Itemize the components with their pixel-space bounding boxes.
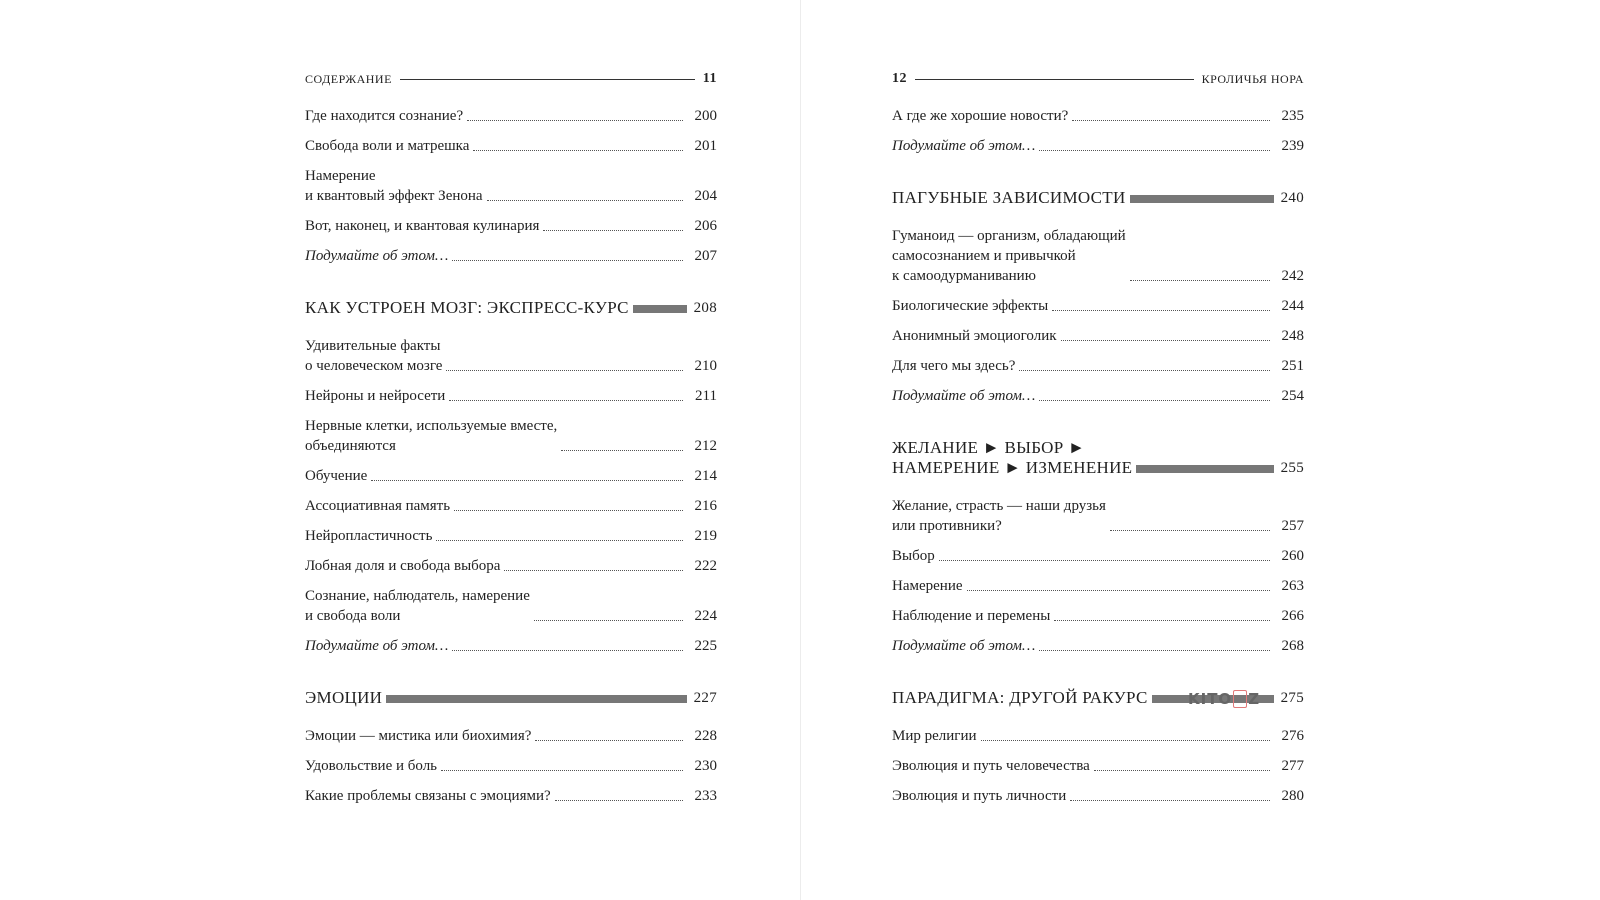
- toc-entry[interactable]: [305, 416, 717, 456]
- toc-entry[interactable]: [305, 756, 717, 776]
- dot-leader: [452, 260, 683, 261]
- entry-title: Где находится сознание?: [305, 108, 464, 124]
- dot-leader: [467, 120, 683, 121]
- dot-leader: [1072, 120, 1270, 121]
- toc-section-heading[interactable]: [892, 438, 1304, 478]
- toc-page-number: 260: [1281, 548, 1304, 564]
- toc-entry[interactable]: [305, 246, 717, 266]
- entry-title: Сознание, наблюдатель, намерение и свобода воли: [305, 588, 530, 624]
- toc-entry[interactable]: [305, 586, 717, 626]
- toc-entry[interactable]: [892, 296, 1304, 316]
- toc-entry[interactable]: [305, 556, 717, 576]
- dot-leader: [452, 650, 683, 651]
- dot-leader: [371, 480, 683, 481]
- toc-entry[interactable]: [305, 786, 717, 806]
- dot-leader: [561, 450, 683, 451]
- toc-page-number: 219: [694, 528, 717, 544]
- dot-leader: [504, 570, 683, 571]
- toc-entry[interactable]: [892, 606, 1304, 626]
- watermark-text-right: Z: [1248, 690, 1261, 708]
- toc-page-number: 275: [1280, 690, 1304, 706]
- dot-leader: [981, 740, 1271, 741]
- entry-title: Намерение и квантовый эффект Зенона: [305, 168, 483, 204]
- toc-page-number: 201: [694, 138, 717, 154]
- toc-entry[interactable]: [305, 636, 717, 656]
- dot-leader: [441, 770, 683, 771]
- toc-entry[interactable]: [892, 226, 1304, 286]
- toc-section-heading[interactable]: [305, 298, 717, 318]
- watermark-logo: [1188, 690, 1260, 708]
- header-rule: [915, 79, 1194, 80]
- section-title: ЭМОЦИИ: [305, 688, 383, 707]
- toc-section-heading[interactable]: [305, 688, 717, 708]
- dot-leader: [1039, 650, 1270, 651]
- toc-page-number: 230: [694, 758, 717, 774]
- toc-entry[interactable]: [305, 386, 717, 406]
- dot-leader: [446, 370, 683, 371]
- dot-leader: [535, 740, 683, 741]
- page-gutter: [800, 0, 801, 900]
- entry-title: Подумайте об этом…: [892, 138, 1036, 154]
- dot-leader: [1039, 150, 1270, 151]
- toc-entry[interactable]: [892, 756, 1304, 776]
- toc-entry[interactable]: [305, 136, 717, 156]
- dot-leader: [1061, 340, 1270, 341]
- toc-page-number: 208: [693, 300, 717, 316]
- entry-title: Подумайте об этом…: [305, 248, 449, 264]
- toc-page-number: 268: [1281, 638, 1304, 654]
- left-header-label: СОДЕРЖАНИЕ: [305, 71, 392, 86]
- toc-page-number: 222: [694, 558, 717, 574]
- dot-leader: [1110, 530, 1270, 531]
- toc-page-number: 228: [694, 728, 717, 744]
- toc-entry[interactable]: [892, 136, 1304, 156]
- entry-title: Для чего мы здесь?: [892, 358, 1016, 374]
- toc-page-number: 212: [694, 438, 717, 454]
- watermark-text-left: KITO: [1188, 690, 1233, 708]
- left-running-head: [305, 70, 717, 88]
- dot-leader: [1054, 620, 1270, 621]
- toc-entry[interactable]: [305, 106, 717, 126]
- right-header-page-number: 12: [892, 71, 907, 86]
- toc-page-number: 239: [1281, 138, 1304, 154]
- toc-page-number: 251: [1281, 358, 1304, 374]
- section-title: ЖЕЛАНИЕ ► ВЫБОР ► НАМЕРЕНИЕ ► ИЗМЕНЕНИЕ: [892, 438, 1133, 477]
- dot-leader: [1052, 310, 1270, 311]
- entry-title: Желание, страсть — наши друзья или противники?: [892, 498, 1106, 534]
- dot-leader: [1039, 400, 1270, 401]
- toc-page-number: 200: [694, 108, 717, 124]
- entry-title: Выбор: [892, 548, 935, 564]
- toc-entry[interactable]: [305, 466, 717, 486]
- toc-page-number: 257: [1281, 518, 1304, 534]
- toc-entry[interactable]: [305, 166, 717, 206]
- toc-page-number: 206: [694, 218, 717, 234]
- entry-title: Удовольствие и боль: [305, 758, 438, 774]
- header-rule: [400, 79, 695, 80]
- left-header-page-number: 11: [702, 71, 717, 86]
- dot-leader: [454, 510, 683, 511]
- dot-leader: [473, 150, 683, 151]
- toc-page-number: 207: [694, 248, 717, 264]
- section-bar: [1136, 465, 1274, 473]
- section-title: ПАРАДИГМА: ДРУГОЙ РАКУРС: [892, 688, 1148, 707]
- toc-page-number: 255: [1280, 460, 1304, 476]
- toc-page-number: 235: [1281, 108, 1304, 124]
- left-toc: [305, 106, 717, 816]
- right-toc: [892, 106, 1304, 816]
- dot-leader: [1019, 370, 1270, 371]
- entry-title: Обучение: [305, 468, 368, 484]
- entry-title: Эволюция и путь человечества: [892, 758, 1090, 774]
- section-bar: [386, 695, 687, 703]
- toc-page-number: 224: [694, 608, 717, 624]
- entry-title: Ассоциативная память: [305, 498, 451, 514]
- toc-entry[interactable]: [305, 526, 717, 546]
- book-icon: [1233, 690, 1247, 708]
- toc-page-number: 254: [1281, 388, 1304, 404]
- entry-title: А где же хорошие новости?: [892, 108, 1069, 124]
- entry-title: Эмоции — мистика или биохимия?: [305, 728, 532, 744]
- toc-page-number: 233: [694, 788, 717, 804]
- right-header-label: КРОЛИЧЬЯ НОРА: [1201, 71, 1304, 86]
- toc-page-number: 216: [694, 498, 717, 514]
- toc-page-number: 277: [1281, 758, 1304, 774]
- toc-page-number: 204: [694, 188, 717, 204]
- toc-entry[interactable]: [892, 726, 1304, 746]
- entry-title: Нейропластичность: [305, 528, 433, 544]
- toc-entry[interactable]: [892, 576, 1304, 596]
- toc-entry[interactable]: [892, 546, 1304, 566]
- toc-entry[interactable]: [892, 496, 1304, 536]
- entry-title: Свобода воли и матрешка: [305, 138, 470, 154]
- entry-title: Анонимный эмоциоголик: [892, 328, 1057, 344]
- toc-page-number: 263: [1281, 578, 1304, 594]
- dot-leader: [449, 400, 683, 401]
- entry-title: Наблюдение и перемены: [892, 608, 1051, 624]
- toc-entry[interactable]: [305, 336, 717, 376]
- dot-leader: [487, 200, 683, 201]
- dot-leader: [939, 560, 1270, 561]
- toc-page-number: 211: [695, 388, 717, 404]
- entry-title: Биологические эффекты: [892, 298, 1049, 314]
- section-title: КАК УСТРОЕН МОЗГ: ЭКСПРЕСС-КУРС: [305, 298, 629, 317]
- entry-title: Нервные клетки, используемые вместе, объединяются: [305, 418, 558, 454]
- dot-leader: [967, 590, 1270, 591]
- dot-leader: [436, 540, 683, 541]
- toc-entry[interactable]: [892, 106, 1304, 126]
- entry-title: Какие проблемы связаны с эмоциями?: [305, 788, 551, 804]
- toc-page-number: 266: [1281, 608, 1304, 624]
- section-title: ПАГУБНЫЕ ЗАВИСИМОСТИ: [892, 188, 1126, 207]
- entry-title: Нейроны и нейросети: [305, 388, 446, 404]
- dot-leader: [1130, 280, 1270, 281]
- toc-entry[interactable]: [305, 216, 717, 236]
- dot-leader: [543, 230, 683, 231]
- entry-title: Подумайте об этом…: [892, 388, 1036, 404]
- section-bar: [1130, 195, 1274, 203]
- entry-title: Намерение: [892, 578, 963, 594]
- toc-entry[interactable]: [892, 326, 1304, 346]
- entry-title: Подумайте об этом…: [892, 638, 1036, 654]
- toc-page-number: 214: [694, 468, 717, 484]
- toc-entry[interactable]: [892, 386, 1304, 406]
- entry-title: Мир религии: [892, 728, 977, 744]
- toc-section-heading[interactable]: [892, 188, 1304, 208]
- toc-entry[interactable]: [305, 726, 717, 746]
- toc-entry[interactable]: [892, 636, 1304, 656]
- toc-page-number: 225: [694, 638, 717, 654]
- toc-page-number: 240: [1280, 190, 1304, 206]
- dot-leader: [555, 800, 683, 801]
- entry-title: Лобная доля и свобода выбора: [305, 558, 501, 574]
- dot-leader: [1094, 770, 1270, 771]
- toc-page-number: 280: [1281, 788, 1304, 804]
- toc-page-number: 210: [694, 358, 717, 374]
- toc-page-number: 227: [693, 690, 717, 706]
- toc-page-number: 248: [1281, 328, 1304, 344]
- entry-title: Вот, наконец, и квантовая кулинария: [305, 218, 540, 234]
- entry-title: Подумайте об этом…: [305, 638, 449, 654]
- dot-leader: [1070, 800, 1270, 801]
- section-bar: [633, 305, 687, 313]
- toc-page-number: 276: [1281, 728, 1304, 744]
- entry-title: Гуманоид — организм, обладающий самосознанием и привычкой к самоодурманиванию: [892, 228, 1126, 284]
- toc-entry[interactable]: [892, 356, 1304, 376]
- toc-entry[interactable]: [892, 786, 1304, 806]
- toc-page-number: 244: [1281, 298, 1304, 314]
- toc-page-number: 242: [1281, 268, 1304, 284]
- dot-leader: [534, 620, 683, 621]
- toc-entry[interactable]: [305, 496, 717, 516]
- right-running-head: [892, 70, 1304, 88]
- entry-title: Эволюция и путь личности: [892, 788, 1067, 804]
- entry-title: Удивительные факты о человеческом мозге: [305, 338, 443, 374]
